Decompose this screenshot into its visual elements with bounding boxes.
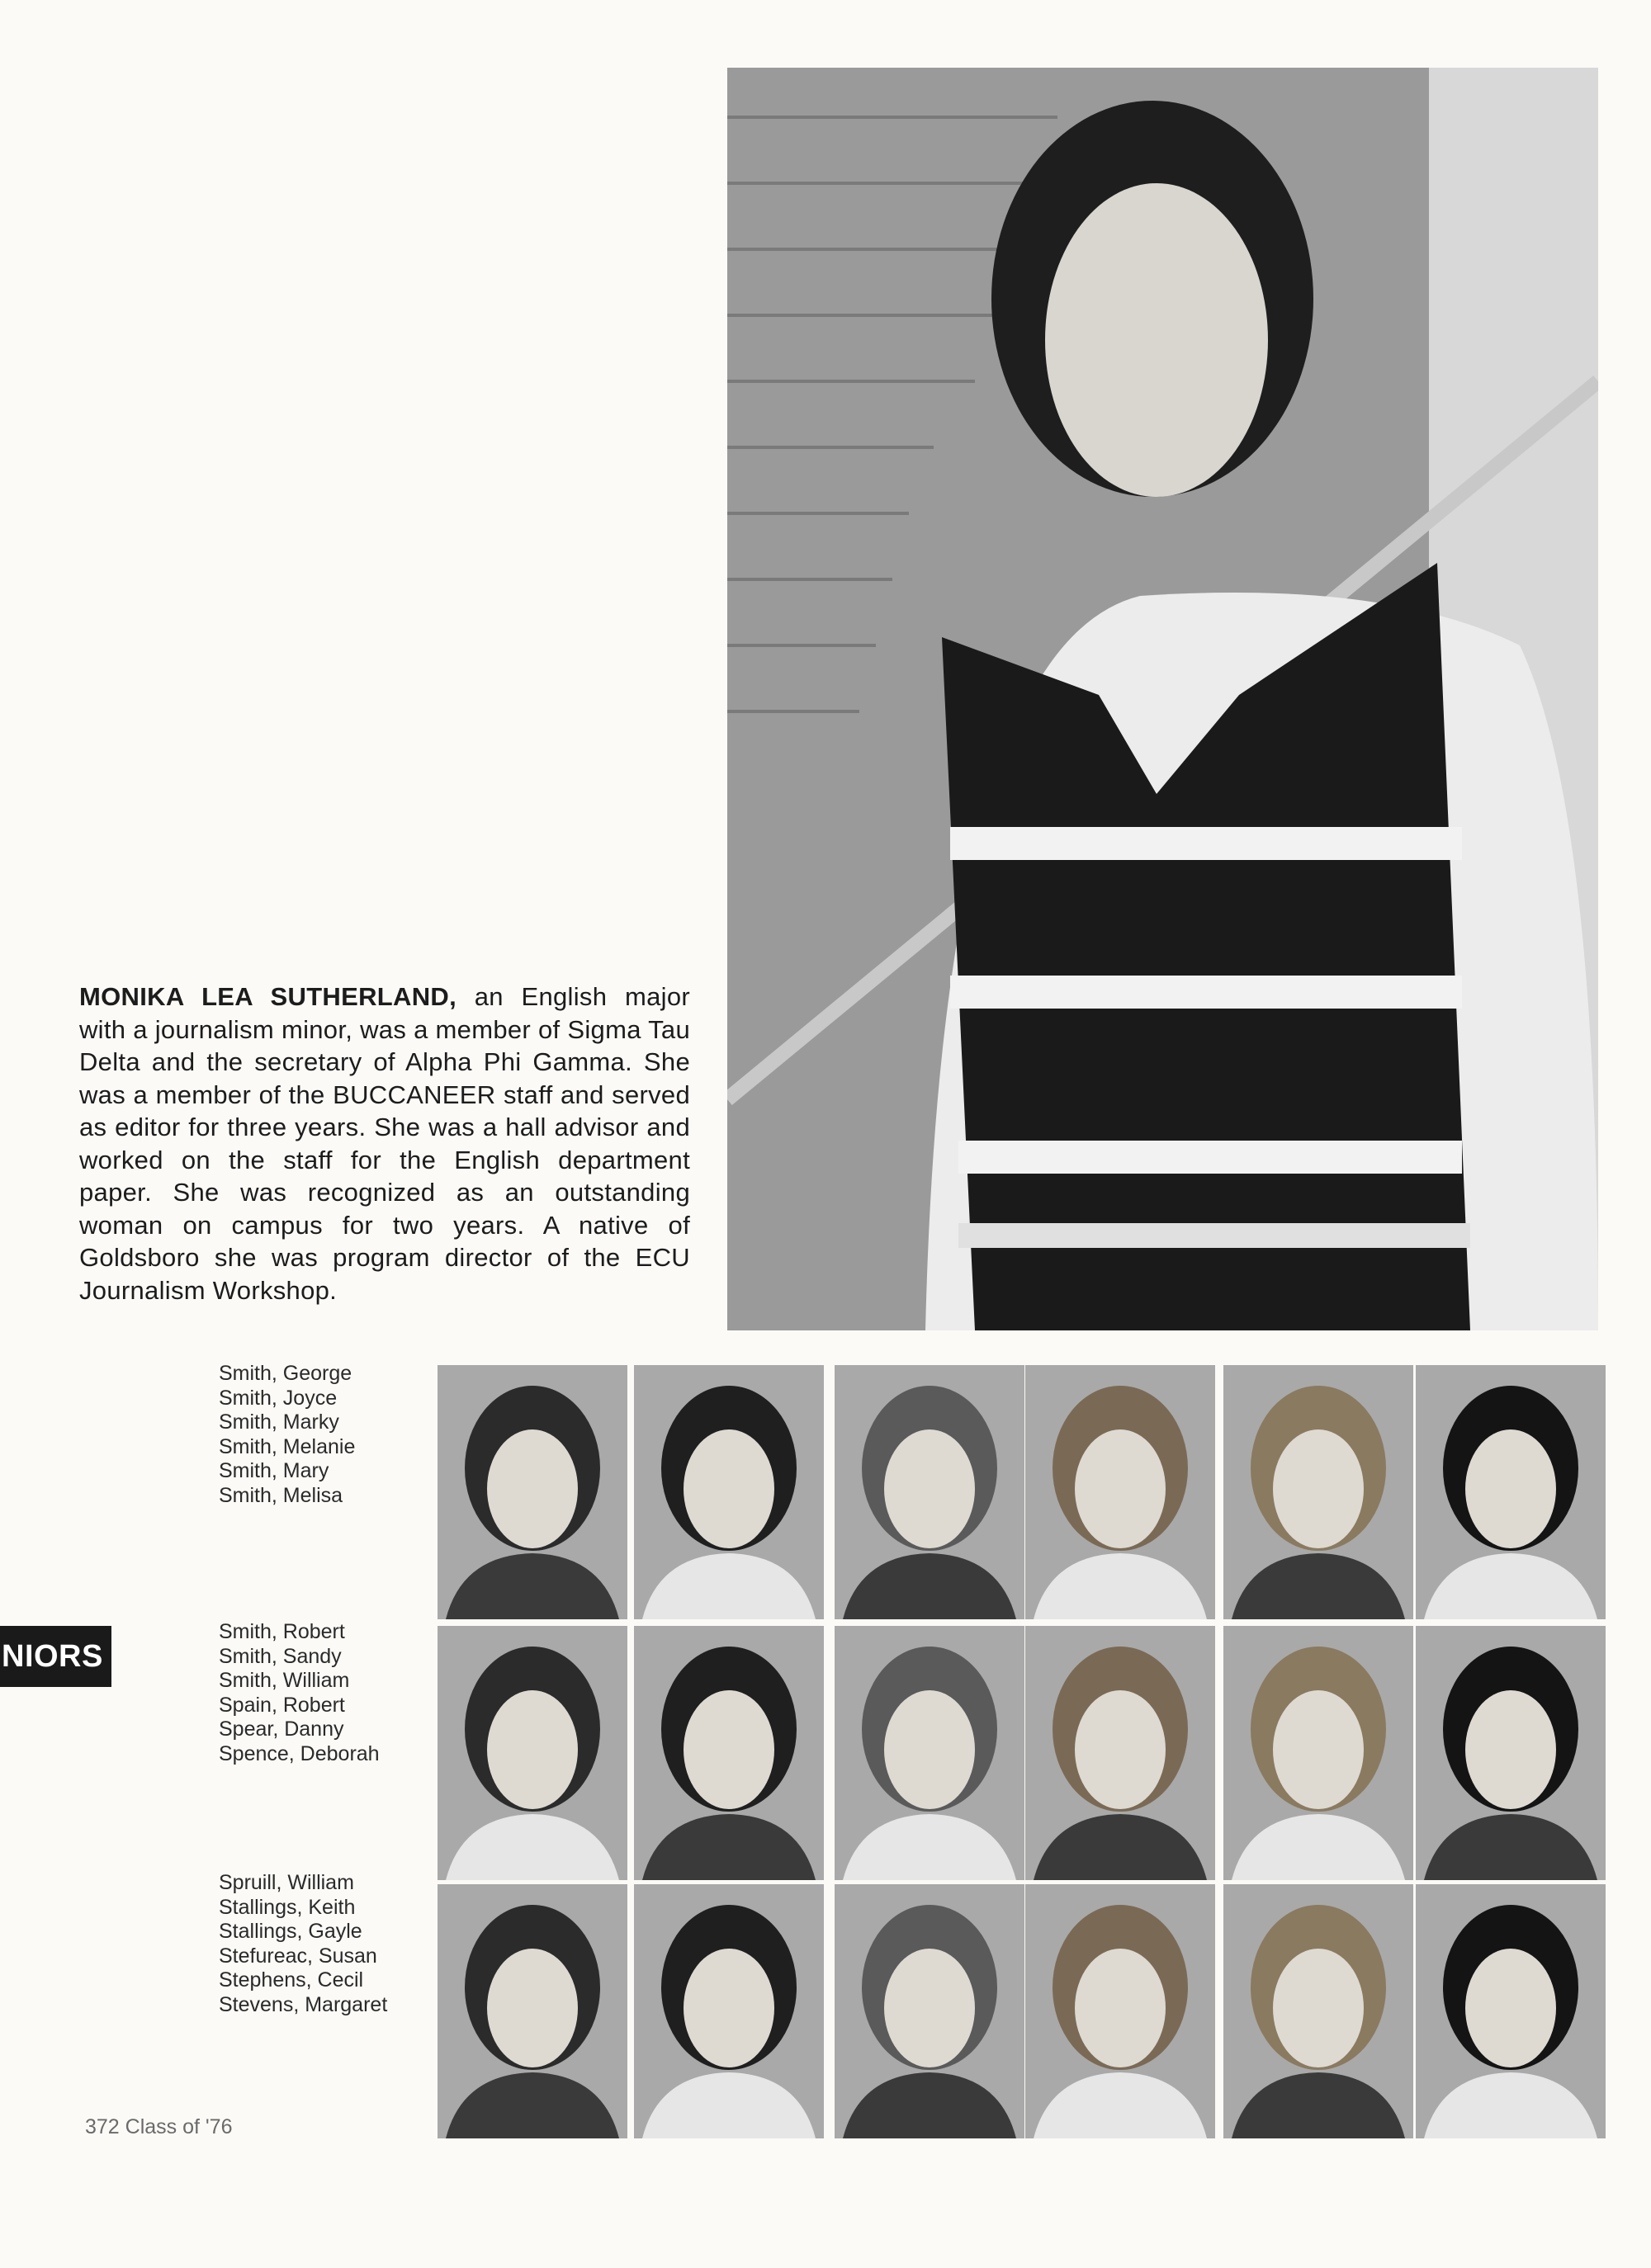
feature-bio bbox=[79, 980, 690, 1306]
student-portrait bbox=[1223, 1884, 1413, 2138]
student-portrait bbox=[1416, 1626, 1606, 1880]
name-list-row-3 bbox=[219, 1871, 387, 2017]
feature-name: MONIKA LEA SUTHERLAND, bbox=[79, 982, 457, 1011]
name-item: Smith, Marky bbox=[219, 1410, 339, 1434]
section-tab: NIORS bbox=[0, 1626, 111, 1687]
name-item: Smith, Sandy bbox=[219, 1644, 342, 1668]
name-item: Smith, Robert bbox=[219, 1620, 345, 1643]
feature-bio-text: an English major with a journalism minor, was a member of Sigma Tau Delta and the secretary of Alpha Phi Gamma. She was a member of the BUCCANEER staff and served as editor for three years. She was a hall advisor and worked on the staff for the English department paper. She was recognized as an outstanding woman on campus for two years. A native of Goldsboro she was program director of the ECU Journalism Workshop. bbox=[79, 982, 690, 1305]
feature-photo bbox=[727, 68, 1598, 1330]
name-item: Smith, George bbox=[219, 1362, 352, 1385]
page-folio: 372 Class of '76 bbox=[85, 2115, 233, 2138]
name-item: Spain, Robert bbox=[219, 1693, 345, 1717]
student-portrait bbox=[1025, 1884, 1215, 2138]
name-item: Smith, Joyce bbox=[219, 1386, 338, 1410]
name-item: Spence, Deborah bbox=[219, 1741, 380, 1765]
name-item: Smith, Melisa bbox=[219, 1483, 343, 1507]
student-portrait bbox=[835, 1884, 1024, 2138]
student-portrait bbox=[1223, 1365, 1413, 1619]
student-portrait bbox=[438, 1626, 627, 1880]
student-portrait bbox=[1416, 1365, 1606, 1619]
name-item: Stallings, Keith bbox=[219, 1895, 356, 1919]
student-portrait bbox=[438, 1365, 627, 1619]
student-portrait bbox=[634, 1884, 824, 2138]
student-portrait bbox=[1223, 1626, 1413, 1880]
student-portrait bbox=[1416, 1884, 1606, 2138]
student-portrait bbox=[438, 1884, 627, 2138]
name-item: Smith, Mary bbox=[219, 1459, 329, 1482]
name-item: Smith, Melanie bbox=[219, 1434, 356, 1458]
name-item: Stephens, Cecil bbox=[219, 1968, 364, 1992]
student-portrait bbox=[634, 1626, 824, 1880]
name-item: Spruill, William bbox=[219, 1871, 354, 1894]
name-item: Spear, Danny bbox=[219, 1718, 344, 1741]
name-list-row-2 bbox=[219, 1620, 380, 1766]
student-portrait bbox=[634, 1365, 824, 1619]
name-list-row-1 bbox=[219, 1362, 355, 1508]
name-item: Smith, William bbox=[219, 1669, 350, 1692]
student-portrait bbox=[835, 1626, 1024, 1880]
student-portrait bbox=[1025, 1626, 1215, 1880]
student-portrait bbox=[835, 1365, 1024, 1619]
name-item: Stallings, Gayle bbox=[219, 1920, 362, 1943]
name-item: Stevens, Margaret bbox=[219, 1992, 388, 2016]
student-portrait bbox=[1025, 1365, 1215, 1619]
name-item: Stefureac, Susan bbox=[219, 1944, 377, 1968]
